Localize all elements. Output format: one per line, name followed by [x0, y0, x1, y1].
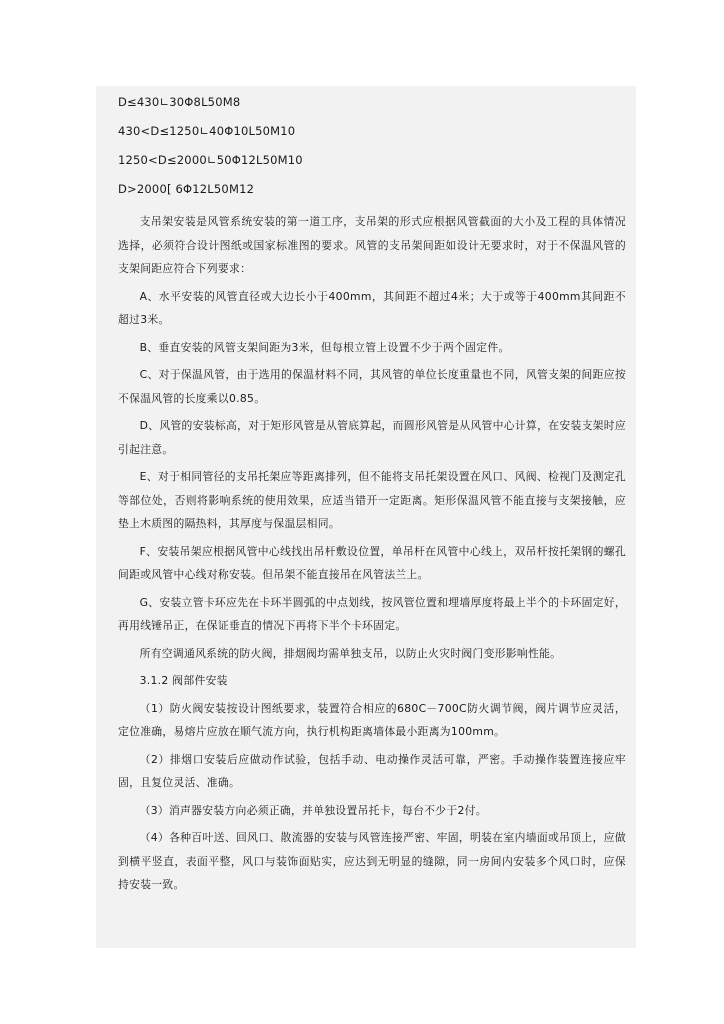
paragraph-support-intro: 支吊架安装是风管系统安装的第一道工序，支吊架的形式应根据风管截面的大小及工程的具体情况选择，必须符合设计图纸或国家标准图的要求。风管的支吊架间距如设计无要求时，对于不保温风管的支架间距应符合下列要求：	[118, 215, 626, 275]
document-page	[96, 86, 636, 948]
paragraph-valve-3: （3）消声器安装方向必须正确，并单独设置吊托卡，每台不少于2付。	[139, 803, 487, 817]
spec-line-3: 1250<D≤2000∟50Φ12L50M10	[118, 153, 303, 167]
paragraph-item-d: D、风管的安装标高，对于矩形风管是从管底算起，而圆形风管是从风管中心计算，在安装支架时应引起注意。	[118, 419, 626, 456]
paragraph-valve-4: （4）各种百叶送、回风口、散流器的安装与风管连接严密、牢固，明装在室内墙面或吊顶上，应做到横平竖直，表面平整，风口与装饰面贴实，应达到无明显的缝隙，同一房间内安装多个风口时，应保持安装一致。	[118, 831, 626, 891]
spec-line-1: D≤430∟30Φ8L50M8	[118, 95, 241, 109]
spec-line-4: D>2000[ 6Φ12L50M12	[118, 182, 255, 196]
paragraph-valve-1: （1）防火阀安装按设计图纸要求，装置符合相应的680C－700C防火调节阀，阀片调节应灵活，定位准确，易熔片应放在顺气流方向，执行机构距离墙体最小距离为100mm。	[118, 701, 626, 738]
spec-line-2: 430<D≤1250∟40Φ10L50M10	[118, 124, 296, 138]
paragraph-item-a: A、水平安装的风管直径或大边长小于400mm，其间距不超过4米；大于或等于400mm其间距不超过3米。	[118, 289, 626, 326]
section-heading: 3.1.2 阀部件安装	[139, 674, 228, 687]
paragraph-item-f: F、安装吊架应根据风管中心线找出吊杆敷设位置，单吊杆在风管中心线上，双吊杆按托架钢的螺孔间距或风管中心线对称安装。但吊架不能直接吊在风管法兰上。	[118, 544, 626, 581]
paragraph-item-e: E、对于相同管径的支吊托架应等距离排列，但不能将支吊托架设置在风口、风阀、检视门及测定孔等部位处，否则将影响系统的使用效果，应适当错开一定距离。矩形保温风管不能直接与支架接触，应垫上木质图的隔热料，其厚度与保温层相同。	[118, 470, 626, 530]
paragraph-item-b: B、垂直安装的风管支架间距为3米，但每根立管上设置不少于两个固定件。	[139, 340, 510, 354]
paragraph-item-g: G、安装立管卡环应先在卡环半圆弧的中点划线，按风管位置和埋墙厚度将最上半个的卡环固定好，再用线锤吊正，在保证垂直的情况下再将下半个卡环固定。	[118, 595, 626, 632]
paragraph-valve-2: （2）排烟口安装后应做动作试验，包括手动、电动操作灵活可靠，严密。手动操作装置连接应牢固，且复位灵活、准确。	[118, 752, 626, 789]
document-content	[118, 94, 626, 901]
paragraph-fire-damper-note: 所有空调通风系统的防火阀，排烟阀均需单独支吊，以防止火灾时阀门变形影响性能。	[139, 646, 562, 660]
paragraph-item-c: C、对于保温风管，由于选用的保温材料不同，其风管的单位长度重量也不同，风管支架的间距应按不保温风管的长度乘以0.85。	[118, 368, 626, 405]
